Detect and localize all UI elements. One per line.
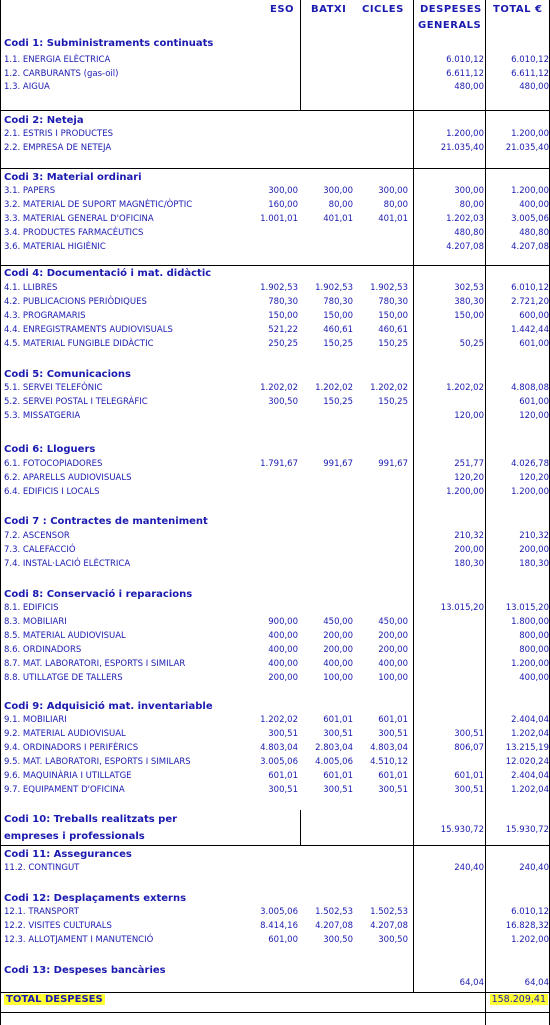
section-title: Codi 12: Desplaçaments externs <box>4 893 187 904</box>
amount-batxi: 200,00 <box>323 645 353 655</box>
line-item-label: 2.2. EMPRESA DE NETEJA <box>4 143 112 153</box>
line-item-label: 6.4. EDIFICIS I LOCALS <box>4 487 100 497</box>
amount-batxi: 450,00 <box>323 617 353 627</box>
line-item-label: 12.2. VISITES CULTURALS <box>4 921 112 931</box>
amount-batxi: 300,00 <box>323 186 353 196</box>
col-divider-label <box>0 0 1 1025</box>
amount-cicles: 150,25 <box>378 339 408 349</box>
amount-desp: 21.035,40 <box>440 143 484 153</box>
amount-batxi: 601,01 <box>323 715 353 725</box>
amount-eso: 1.202,02 <box>260 383 298 393</box>
amount-total: 1.200,00 <box>511 129 549 139</box>
line-item-label: 9.1. MOBILIARI <box>4 715 67 725</box>
amount-total: 15.930,72 <box>505 825 549 835</box>
amount-desp: 13.015,20 <box>440 603 484 613</box>
amount-total: 2.721,20 <box>511 297 549 307</box>
section-title: Codi 10: Treballs realitzats per <box>4 814 178 825</box>
amount-cicles: 601,01 <box>378 715 408 725</box>
amount-total: 1.442,44 <box>511 325 549 335</box>
amount-desp: 6.010,12 <box>446 55 484 65</box>
line-item-label: 5.3. MISSATGERIA <box>4 411 81 421</box>
amount-batxi: 401,01 <box>323 214 353 224</box>
total-value: 158.209,41 <box>491 994 546 1005</box>
amount-batxi: 300,51 <box>323 785 353 795</box>
amount-eso: 1.001,01 <box>260 214 298 224</box>
amount-cicles: 300,51 <box>378 729 408 739</box>
section-title: Codi 5: Comunicacions <box>4 369 131 380</box>
line-item-label: 9.7. EQUIPAMENT D'OFICINA <box>4 785 125 795</box>
amount-batxi: 780,30 <box>323 297 353 307</box>
line-item-label: 4.4. ENREGISTRAMENTS AUDIOVISUALS <box>4 325 173 335</box>
amount-eso: 400,00 <box>268 631 298 641</box>
amount-total: 1.800,00 <box>511 617 549 627</box>
line-item-label: 1.2. CARBURANTS (gas-oil) <box>4 69 119 79</box>
line-item-label: 8.3. MOBILIARI <box>4 617 67 627</box>
amount-batxi: 80,00 <box>328 200 353 210</box>
amount-cicles: 4.510,12 <box>370 757 408 767</box>
section-title-cont: empreses i professionals <box>4 831 145 842</box>
amount-desp: 200,00 <box>454 545 484 555</box>
amount-cicles: 780,30 <box>378 297 408 307</box>
line-item-label: 9.5. MAT. LABORATORI, ESPORTS I SIMILARS <box>4 757 191 767</box>
amount-total: 3.005,06 <box>511 214 549 224</box>
amount-desp: 380,30 <box>454 297 484 307</box>
header-despeses: DESPESES <box>420 4 482 15</box>
section-title: Codi 8: Conservació i reparacions <box>4 589 193 600</box>
row-divider <box>0 992 550 993</box>
amount-total: 4.207,08 <box>511 242 549 252</box>
amount-desp: 251,77 <box>454 459 484 469</box>
header-generals: GENERALS <box>418 20 482 31</box>
amount-total: 6.611,12 <box>511 69 549 79</box>
amount-desp: 15.930,72 <box>440 825 484 835</box>
amount-cicles: 450,00 <box>378 617 408 627</box>
amount-desp: 300,00 <box>454 186 484 196</box>
amount-cicles: 401,01 <box>378 214 408 224</box>
amount-batxi: 300,50 <box>323 935 353 945</box>
amount-cicles: 601,01 <box>378 771 408 781</box>
amount-eso: 601,01 <box>268 771 298 781</box>
amount-desp: 210,32 <box>454 531 484 541</box>
amount-total: 480,80 <box>519 228 549 238</box>
amount-cicles: 4.803,04 <box>370 743 408 753</box>
line-item-label: 3.1. PAPERS <box>4 186 56 196</box>
amount-cicles: 150,25 <box>378 397 408 407</box>
section-title: Codi 4: Documentació i mat. didàctic <box>4 268 212 279</box>
amount-total: 120,00 <box>519 411 549 421</box>
amount-eso: 400,00 <box>268 659 298 669</box>
amount-cicles: 460,61 <box>378 325 408 335</box>
amount-batxi: 100,00 <box>323 673 353 683</box>
amount-batxi: 300,51 <box>323 729 353 739</box>
amount-total: 800,00 <box>519 631 549 641</box>
amount-eso: 1.202,02 <box>260 715 298 725</box>
amount-total: 6.010,12 <box>511 283 549 293</box>
amount-eso: 300,00 <box>268 186 298 196</box>
line-item-label: 6.1. FOTOCOPIADORES <box>4 459 103 469</box>
amount-total: 601,00 <box>519 339 549 349</box>
section-title: Codi 9: Adquisició mat. inventariable <box>4 701 213 712</box>
line-item-label: 1.1. ENERGIA ELÈCTRICA <box>4 55 111 65</box>
amount-total: 400,00 <box>519 200 549 210</box>
amount-batxi: 1.902,53 <box>315 283 353 293</box>
line-item-label: 8.7. MAT. LABORATORI, ESPORTS I SIMILAR <box>4 659 186 669</box>
section-title: Codi 13: Despeses bancàries <box>4 965 166 976</box>
amount-desp: 302,53 <box>454 283 484 293</box>
amount-batxi: 4.207,08 <box>315 921 353 931</box>
line-item-label: 7.4. INSTAL·LACIÓ ELÈCTRICA <box>4 559 131 569</box>
amount-total: 240,40 <box>519 863 549 873</box>
amount-total: 1.200,00 <box>511 659 549 669</box>
amount-total: 200,00 <box>519 545 549 555</box>
amount-desp: 480,00 <box>454 82 484 92</box>
col-divider-eso <box>300 0 301 110</box>
header-total: TOTAL € <box>493 4 543 15</box>
amount-eso: 150,00 <box>268 311 298 321</box>
amount-cicles: 4.207,08 <box>370 921 408 931</box>
amount-desp: 240,40 <box>454 863 484 873</box>
amount-batxi: 150,00 <box>323 311 353 321</box>
section-title: Codi 6: Lloguers <box>4 444 96 455</box>
amount-eso: 160,00 <box>268 200 298 210</box>
amount-desp: 180,30 <box>454 559 484 569</box>
line-item-label: 4.1. LLIBRES <box>4 283 58 293</box>
section-title: Codi 11: Assegurances <box>4 849 132 860</box>
line-item-label: 9.4. ORDINADORS I PERIFÈRICS <box>4 743 139 753</box>
amount-total: 64,04 <box>524 978 549 988</box>
line-item-label: 9.2. MATERIAL AUDIOVISUAL <box>4 729 126 739</box>
amount-total: 180,30 <box>519 559 549 569</box>
line-item-label: 1.3. AIGUA <box>4 82 50 92</box>
amount-eso: 8.414,16 <box>260 921 298 931</box>
amount-desp: 601,01 <box>454 771 484 781</box>
section-title: Codi 7 : Contractes de manteniment <box>4 516 208 527</box>
amount-total: 12.020,24 <box>505 757 549 767</box>
amount-total: 210,32 <box>519 531 549 541</box>
row-divider <box>0 845 550 846</box>
amount-eso: 521,22 <box>268 325 298 335</box>
col-divider-total <box>485 0 486 1025</box>
amount-batxi: 150,25 <box>323 397 353 407</box>
line-item-label: 12.1. TRANSPORT <box>4 907 79 917</box>
line-item-label: 4.3. PROGRAMARIS <box>4 311 86 321</box>
line-item-label: 7.2. ASCENSOR <box>4 531 70 541</box>
amount-desp: 300,51 <box>454 729 484 739</box>
line-item-label: 2.1. ESTRIS I PRODUCTES <box>4 129 113 139</box>
amount-desp: 50,25 <box>459 339 484 349</box>
line-item-label: 4.5. MATERIAL FUNGIBLE DIDÀCTIC <box>4 339 154 349</box>
amount-eso: 200,00 <box>268 673 298 683</box>
amount-batxi: 460,61 <box>323 325 353 335</box>
amount-desp: 1.200,00 <box>446 129 484 139</box>
header-eso: ESO <box>270 4 295 15</box>
amount-batxi: 1.202,02 <box>315 383 353 393</box>
amount-total: 1.200,00 <box>511 186 549 196</box>
amount-total: 1.202,00 <box>511 935 549 945</box>
amount-cicles: 300,00 <box>378 186 408 196</box>
line-item-label: 8.6. ORDINADORS <box>4 645 82 655</box>
amount-desp: 480,80 <box>454 228 484 238</box>
line-item-label: 9.6. MAQUINÀRIA I UTILLATGE <box>4 771 132 781</box>
amount-desp: 1.200,00 <box>446 487 484 497</box>
col-divider-eso-b <box>300 810 301 845</box>
row-divider <box>0 1012 550 1013</box>
amount-desp: 1.202,02 <box>446 383 484 393</box>
header-batxi: BATXI <box>311 4 347 15</box>
amount-eso: 300,51 <box>268 785 298 795</box>
amount-total: 13.215,19 <box>505 743 549 753</box>
amount-total: 601,00 <box>519 397 549 407</box>
amount-eso: 400,00 <box>268 645 298 655</box>
amount-desp: 120,20 <box>454 473 484 483</box>
amount-cicles: 400,00 <box>378 659 408 669</box>
amount-total: 4.808,08 <box>511 383 549 393</box>
amount-total: 2.404,04 <box>511 771 549 781</box>
line-item-label: 3.4. PRODUCTES FARMACÈUTICS <box>4 228 144 238</box>
amount-batxi: 150,25 <box>323 339 353 349</box>
amount-eso: 900,00 <box>268 617 298 627</box>
amount-total: 13.015,20 <box>505 603 549 613</box>
line-item-label: 5.1. SERVEI TELEFÒNIC <box>4 383 103 393</box>
amount-desp: 120,00 <box>454 411 484 421</box>
line-item-label: 7.3. CALEFACCIÓ <box>4 545 76 555</box>
amount-eso: 3.005,06 <box>260 757 298 767</box>
line-item-label: 11.2. CONTINGUT <box>4 863 80 873</box>
amount-batxi: 2.803,04 <box>315 743 353 753</box>
line-item-label: 3.3. MATERIAL GENERAL D'OFICINA <box>4 214 154 224</box>
amount-total: 1.202,04 <box>511 785 549 795</box>
total-label: TOTAL DESPESES <box>6 994 103 1005</box>
amount-eso: 1.902,53 <box>260 283 298 293</box>
amount-cicles: 300,50 <box>378 935 408 945</box>
amount-cicles: 150,00 <box>378 311 408 321</box>
row-divider <box>0 168 550 169</box>
amount-eso: 601,00 <box>268 935 298 945</box>
row-divider <box>0 110 550 111</box>
amount-cicles: 100,00 <box>378 673 408 683</box>
line-item-label: 3.6. MATERIAL HIGIÈNIC <box>4 242 106 252</box>
amount-total: 1.202,04 <box>511 729 549 739</box>
amount-cicles: 300,51 <box>378 785 408 795</box>
amount-desp: 150,00 <box>454 311 484 321</box>
section-title: Codi 2: Neteja <box>4 115 84 126</box>
line-item-label: 8.1. EDIFICIS <box>4 603 59 613</box>
amount-desp: 806,07 <box>454 743 484 753</box>
row-divider <box>0 265 550 266</box>
amount-eso: 250,25 <box>268 339 298 349</box>
amount-batxi: 4.005,06 <box>315 757 353 767</box>
line-item-label: 5.2. SERVEI POSTAL I TELEGRÀFIC <box>4 397 148 407</box>
amount-desp: 300,51 <box>454 785 484 795</box>
amount-total: 600,00 <box>519 311 549 321</box>
amount-eso: 780,30 <box>268 297 298 307</box>
amount-desp: 80,00 <box>459 200 484 210</box>
section-title: Codi 3: Material ordinari <box>4 172 142 183</box>
amount-total: 800,00 <box>519 645 549 655</box>
line-item-label: 6.2. APARELLS AUDIOVISUALS <box>4 473 132 483</box>
amount-eso: 300,50 <box>268 397 298 407</box>
col-divider-despeses <box>413 0 414 992</box>
amount-eso: 4.803,04 <box>260 743 298 753</box>
amount-batxi: 1.502,53 <box>315 907 353 917</box>
amount-total: 400,00 <box>519 673 549 683</box>
amount-eso: 1.791,67 <box>260 459 298 469</box>
line-item-label: 12.3. ALLOTJAMENT I MANUTENCIÓ <box>4 935 154 945</box>
line-item-label: 8.5. MATERIAL AUDIOVISUAL <box>4 631 126 641</box>
amount-total: 6.010,12 <box>511 907 549 917</box>
amount-cicles: 1.902,53 <box>370 283 408 293</box>
line-item-label: 3.2. MATERIAL DE SUPORT MAGNÈTIC/ÒPTIC <box>4 200 193 210</box>
amount-batxi: 601,01 <box>323 771 353 781</box>
amount-total: 21.035,40 <box>505 143 549 153</box>
amount-cicles: 1.502,53 <box>370 907 408 917</box>
amount-batxi: 200,00 <box>323 631 353 641</box>
amount-cicles: 1.202,02 <box>370 383 408 393</box>
amount-eso: 3.005,06 <box>260 907 298 917</box>
amount-eso: 300,51 <box>268 729 298 739</box>
section-title: Codi 1: Subministraments continuats <box>4 38 214 49</box>
amount-total: 2.404,04 <box>511 715 549 725</box>
amount-desp: 4.207,08 <box>446 242 484 252</box>
amount-cicles: 991,67 <box>378 459 408 469</box>
amount-total: 480,00 <box>519 82 549 92</box>
amount-batxi: 991,67 <box>323 459 353 469</box>
line-item-label: 8.8. UTILLATGE DE TALLERS <box>4 673 123 683</box>
amount-cicles: 80,00 <box>383 200 408 210</box>
amount-total: 4.026,78 <box>511 459 549 469</box>
amount-cicles: 200,00 <box>378 631 408 641</box>
amount-total: 6.010,12 <box>511 55 549 65</box>
amount-total: 16.828,32 <box>505 921 549 931</box>
amount-batxi: 400,00 <box>323 659 353 669</box>
amount-total: 120,20 <box>519 473 549 483</box>
amount-total: 1.200,00 <box>511 487 549 497</box>
line-item-label: 4.2. PUBLICACIONS PERIÒDIQUES <box>4 297 147 307</box>
amount-desp: 64,04 <box>459 978 484 988</box>
amount-cicles: 200,00 <box>378 645 408 655</box>
amount-desp: 1.202,03 <box>446 214 484 224</box>
header-cicles: CICLES <box>362 4 404 15</box>
amount-desp: 6.611,12 <box>446 69 484 79</box>
